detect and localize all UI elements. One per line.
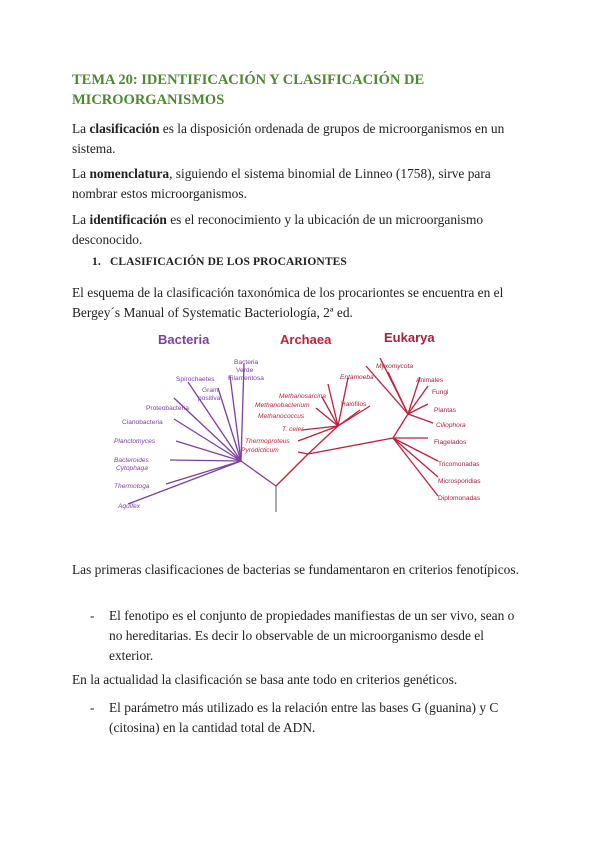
label-diplomonadas: Diplomonadas [438,495,481,502]
label-animales: Animales [416,377,444,384]
phylogenetic-tree-figure [108,326,508,516]
label-verde-3: Filamentosa [228,375,264,382]
label-gram-2: positiva [198,395,221,402]
label-pyrodicticum: Pyrodicticum [241,447,279,454]
label-thermotoga: Thermotoga [114,483,150,490]
bullet-dash: - [90,700,95,715]
label-ciliophora: Ciliophora [436,422,466,429]
term-identificacion: identificación [89,212,167,227]
text-post: es el reconocimiento y la ubicación de un microorganismo desconocido. [72,212,484,247]
label-methanobacterium: Methanobacterium [255,402,310,409]
label-fungi: Fungi [432,389,449,396]
text-pre: La [72,166,90,181]
label-spirochaetes: Spirochaetes [176,376,215,383]
label-t-celer: T. celer [282,426,304,433]
label-entamoeba: Entamoeba [340,374,374,381]
bacteria-italic-labels [114,438,156,510]
text-pre: La [72,212,90,227]
bullet-text: El parámetro más utilizado es la relación entre las bases G (guanina) y C (citosina) en la cantidad total de ADN. [109,700,499,735]
text-post: , siguiendo el sistema binomial de Linneo (1758), sirve para nombrar estos microorganismos. [72,166,491,201]
domain-archaea: Archaea [280,332,332,347]
label-planctomyces: Planctomyces [114,438,156,445]
label-halofilos: Halófilos [341,401,367,408]
paragraph-nomenclatura [72,164,532,204]
label-cianobacteria: Cianobacteria [122,419,163,426]
bacteria-branches [128,364,276,504]
paragraph-identificacion [72,210,532,250]
section-title: CLASIFICACIÓN DE LOS PROCARIONTES [110,256,347,268]
text-pre: La [72,121,90,136]
label-proteobacteria: Proteobacteria [146,405,189,412]
label-flagelados: Flagelados [434,439,467,446]
label-myxomycota: Myxomycota [376,363,414,370]
paragraph-fenotipicos: Las primeras clasificaciones de bacterias se fundamentaron en criterios fenotípicos. [72,562,519,577]
label-gram-1: Gram [202,387,219,394]
label-thermoproteus: Thermoproteus [245,438,290,445]
text-post: es la disposición ordenada de grupos de microorganismos en un sistema. [72,121,505,156]
section-number: 1. [92,256,101,268]
eukarya-labels [340,363,481,502]
label-verde-1: Bacteria [234,359,259,366]
page-title: TEMA 20: IDENTIFICACIÓN Y CLASIFICACIÓN DE MICROORGANISMOS [72,72,425,108]
paragraph-clasificacion [72,119,532,159]
label-bacteroides: Bacteroides [114,457,149,464]
label-cytophaga: Cytophaga [116,465,148,472]
label-methanococcus: Methanococcus [258,413,305,420]
bullet-text: El fenotipo es el conjunto de propiedades manifiestas de un ser vivo, sean o no hereditarias. Es decir lo observable de un microorganismo desde el exterior. [109,608,515,663]
domain-eukarya: Eukarya [384,330,435,345]
paragraph-geneticos: En la actualidad la clasificación se basa ante todo en criterios genéticos. [72,672,458,687]
label-methanosarcina: Methanosarcina [279,393,326,400]
label-microsporidias: Microsporidias [438,478,481,485]
label-plantas: Plantas [434,407,456,414]
label-verde-2: Verde [236,367,254,374]
archaea-labels [241,393,326,454]
paragraph-esquema: El esquema de la clasificación taxonómica de los procariontes se encuentra en el Bergey´s Manual of Systematic Bacteriología, 2ª ed. [72,285,504,320]
bullet-dash: - [90,608,95,623]
term-clasificacion: clasificación [89,121,160,136]
term-nomenclatura: nomenclatura [89,166,170,181]
label-aquifex: Aquifex [118,503,140,510]
label-tricomonadas: Tricomonadas [438,461,480,468]
section-heading [92,256,347,268]
domain-bacteria: Bacteria [158,332,210,347]
